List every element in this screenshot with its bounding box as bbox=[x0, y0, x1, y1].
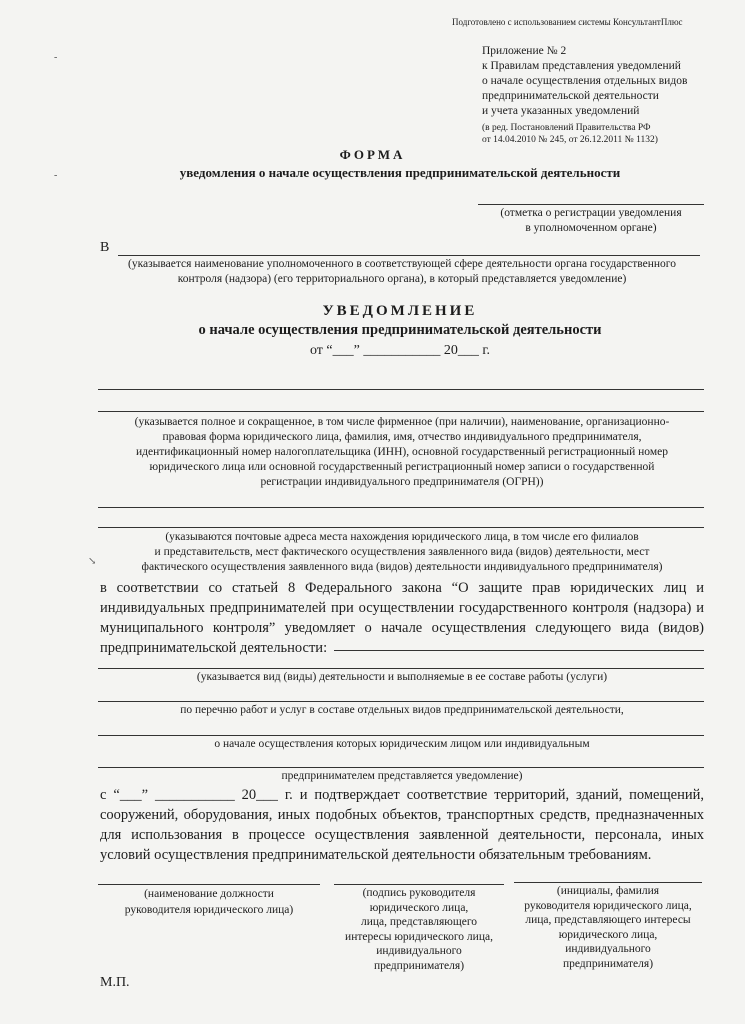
initials-hint-line: индивидуального bbox=[565, 943, 651, 955]
prepared-note: Подготовлено с использованием системы КонсультантПлюс bbox=[452, 17, 683, 27]
recipient-hint-line: (указывается наименование уполномоченного в соответствующей сфере деятельности органа государственного bbox=[128, 258, 676, 270]
position-hint-line: (наименование должности bbox=[144, 888, 274, 900]
appendix-line: предпринимательской деятельности bbox=[482, 90, 659, 102]
appendix-line: и учета указанных уведомлений bbox=[482, 105, 640, 117]
position-hint-line: руководителя юридического лица) bbox=[124, 904, 294, 916]
law-paragraph-line: в соответствии со статьей 8 Федерального закона “О защите прав юридических лиц и bbox=[100, 580, 704, 596]
initials-hint bbox=[504, 884, 712, 971]
law-paragraph-line: муниципального контроля” уведомляет о начале осуществления следующего вида (видов) bbox=[100, 620, 704, 636]
recipient-hint bbox=[96, 257, 708, 287]
activity-hint: о начале осуществления которых юридическим лицом или индивидуальным bbox=[214, 738, 590, 750]
activity-hint: (указывается вид (виды) деятельности и выполняемые в ее составе работы (услуги) bbox=[196, 671, 608, 683]
confirm-paragraph-line: для использования в процессе осуществления заявленной деятельности, персонала, иных bbox=[100, 827, 704, 843]
activity-hint: по перечню работ и услуг в составе отдельных видов предпринимательской деятельности, bbox=[180, 704, 624, 716]
form-title: ФОРМА bbox=[339, 147, 406, 162]
activity-line bbox=[98, 668, 704, 669]
appendix-block bbox=[482, 44, 687, 146]
form-subtitle: уведомления о начале осуществления предпринимательской деятельности bbox=[179, 165, 621, 180]
confirm-paragraph-line: условий осуществления предпринимательской деятельности обязательным требованиям. bbox=[100, 847, 652, 863]
scan-speck: ‑ bbox=[54, 52, 58, 63]
appendix-edition: (в ред. Постановлений Правительства РФ bbox=[482, 123, 651, 133]
initials-hint-line: руководителя юридического лица, bbox=[524, 899, 692, 912]
signature-hint-line: лица, представляющего bbox=[360, 916, 478, 928]
scan-speck: ‑ bbox=[54, 170, 58, 181]
applicant-hint bbox=[96, 415, 708, 490]
registration-line bbox=[478, 204, 704, 205]
registration-hint-line: (отметка о регистрации уведомления bbox=[500, 207, 682, 219]
applicant-hint-line: идентификационный номер налогоплательщика (ИНН), основной государственный регистрационный номер bbox=[136, 446, 668, 458]
position-hint bbox=[98, 886, 320, 918]
applicant-hint-line: (указывается полное и сокращенное, в том числе фирменное (при наличии), наименование, организационно- bbox=[134, 416, 670, 428]
recipient-line bbox=[118, 255, 700, 256]
confirm-paragraph bbox=[100, 785, 704, 865]
notice-subtitle: о начале осуществления предпринимательской деятельности bbox=[198, 322, 602, 338]
position-line bbox=[98, 884, 320, 885]
applicant-hint-line: регистрации индивидуального предпринимателя (ОГРН)) bbox=[260, 476, 544, 488]
initials-line bbox=[514, 882, 702, 883]
initials-hint-line: лица, представляющего интересы bbox=[525, 914, 691, 926]
registration-hint bbox=[468, 206, 714, 236]
applicant-hint-line: юридического лица или основной государственный регистрационный номер записи о государственной bbox=[149, 461, 655, 473]
initials-hint-line: (инициалы, фамилия bbox=[556, 885, 660, 897]
address-line bbox=[98, 507, 704, 508]
stamp-mark: М.П. bbox=[100, 975, 130, 990]
address-hint-line: (указываются почтовые адреса места нахождения юридического лица, в том числе его филиалов bbox=[165, 531, 639, 543]
address-hint bbox=[96, 530, 708, 575]
activity-hint: предпринимателем представляется уведомление) bbox=[281, 770, 523, 782]
signature-hint bbox=[324, 886, 514, 973]
appendix-title: Приложение № 2 bbox=[482, 45, 567, 57]
signature-hint-line: (подпись руководителя bbox=[362, 887, 476, 899]
applicant-line bbox=[98, 411, 704, 412]
recipient-prefix: В bbox=[100, 240, 110, 255]
law-paragraph bbox=[100, 578, 704, 658]
notice-date-line: от “___” ___________ 20___ г. bbox=[309, 343, 491, 358]
signature-hint-line: индивидуального bbox=[376, 945, 462, 957]
initials-hint-line: юридического лица, bbox=[558, 928, 658, 941]
signature-line bbox=[334, 884, 504, 885]
applicant-hint-line: правовая форма юридического лица, фамилия, имя, отчество индивидуального предпринимателя, bbox=[162, 431, 642, 443]
appendix-line: к Правилам представления уведомлений bbox=[482, 60, 681, 72]
activity-line bbox=[98, 701, 704, 702]
address-line bbox=[98, 527, 704, 528]
appendix-edition: от 14.04.2010 № 245, от 26.12.2011 № 1132) bbox=[482, 135, 658, 145]
signature-hint-line: интересы юридического лица, bbox=[345, 930, 493, 943]
registration-hint-line: в уполномоченном органе) bbox=[525, 222, 657, 234]
activity-line bbox=[98, 735, 704, 736]
signature-hint-line: предпринимателя) bbox=[373, 959, 465, 972]
recipient-hint-line: контроля (надзора) (его территориального органа), в который представляется уведомление) bbox=[177, 273, 627, 285]
confirm-paragraph-line: сооружений, оборудования, иных подобных объектов, транспортных средств, предназначенных bbox=[100, 807, 704, 823]
applicant-line bbox=[98, 389, 704, 390]
law-paragraph-line: индивидуальных предпринимателей при осуществлении государственного контроля (надзора) и bbox=[100, 600, 704, 616]
law-paragraph-line: предпринимательской деятельности: bbox=[100, 640, 328, 656]
scan-speck: ↘ bbox=[88, 556, 97, 567]
confirm-paragraph-line: с “___” ___________ 20___ г. и подтверждает соответствие территорий, зданий, помещений, bbox=[100, 787, 704, 803]
initials-hint-line: предпринимателя) bbox=[562, 957, 654, 970]
address-hint-line: фактического осуществления заявленного вида (видов) деятельности индивидуального предпринимателя) bbox=[141, 561, 663, 573]
activity-line-inline bbox=[334, 650, 704, 651]
activity-line bbox=[98, 767, 704, 768]
notice-title: УВЕДОМЛЕНИЕ bbox=[322, 303, 478, 319]
address-hint-line: и представительств, мест фактического осуществления заявленного вида (видов) деятельности, мест bbox=[154, 546, 650, 558]
appendix-line: о начале осуществления отдельных видов bbox=[482, 75, 688, 87]
signature-hint-line: юридического лица, bbox=[369, 901, 469, 914]
